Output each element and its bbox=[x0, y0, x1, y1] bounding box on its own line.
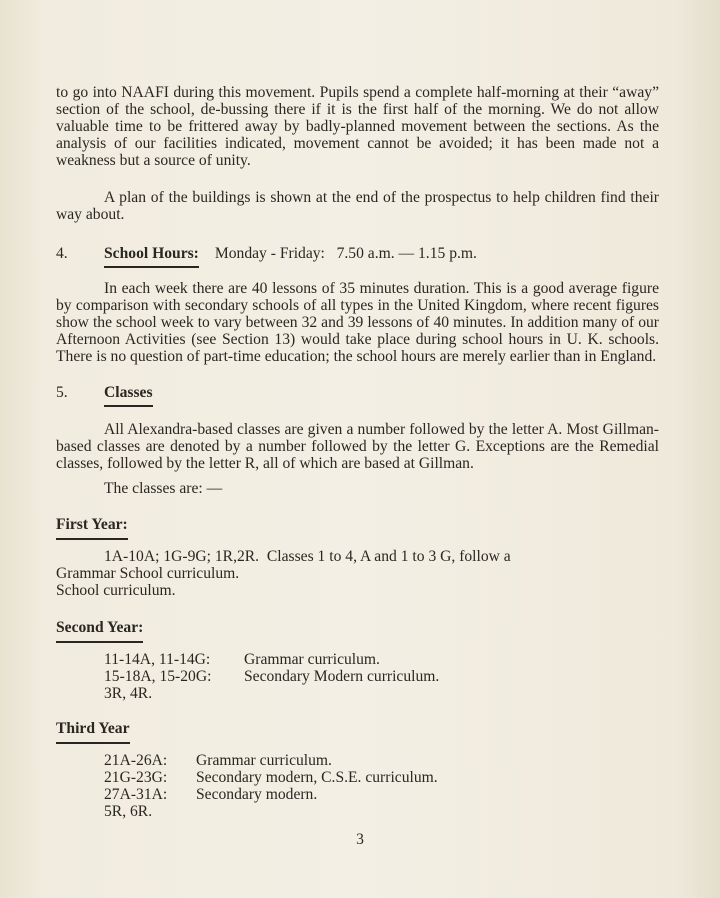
section-4-heading bbox=[56, 245, 659, 262]
intro-paragraph-2: A plan of the buildings is shown at the end of the prospectus to help children find their way about. bbox=[56, 189, 659, 223]
curriculum: Secondary modern, C.S.E. curriculum. bbox=[196, 769, 438, 786]
second-year-block bbox=[56, 619, 659, 702]
first-year-block bbox=[56, 516, 659, 599]
class-row bbox=[104, 786, 659, 803]
school-hours-value: Monday - Friday: 7.50 a.m. — 1.15 p.m. bbox=[214, 245, 477, 262]
class-codes: 21A-26A: bbox=[104, 752, 168, 769]
class-row bbox=[104, 769, 659, 786]
page-number: 3 bbox=[356, 831, 364, 848]
class-row bbox=[104, 803, 659, 820]
page-body bbox=[56, 84, 659, 820]
first-year-line-3: School curriculum. bbox=[56, 582, 176, 599]
section-5-heading bbox=[56, 384, 659, 401]
class-row bbox=[104, 651, 659, 668]
class-codes: 11-14A, 11-14G: bbox=[104, 651, 211, 668]
section-5-title: Classes bbox=[104, 384, 153, 401]
class-codes: 21G-23G: bbox=[104, 769, 168, 786]
curriculum: Grammar curriculum. bbox=[196, 752, 332, 769]
section-4-number: 4. bbox=[56, 245, 68, 262]
curriculum: Secondary Modern curriculum. bbox=[244, 668, 440, 685]
section-5-paragraph: All Alexandra-based classes are given a number followed by the letter A. Most Gillman-based classes are denoted by a number followed by the letter G. Exceptions are the Remedial classes, followed by the letter R, all of which are based at Gillman. bbox=[56, 421, 659, 472]
first-year-heading: First Year: bbox=[56, 516, 128, 533]
class-codes: 27A-31A: bbox=[104, 786, 168, 803]
class-row bbox=[104, 668, 659, 685]
curriculum: Secondary modern. bbox=[196, 786, 318, 803]
section-5-number: 5. bbox=[56, 384, 68, 401]
first-year-line-1: 1A-10A; 1G-9G; 1R,2R. Classes 1 to 4, A and 1 to 3 G, follow a bbox=[104, 548, 511, 565]
third-year-block bbox=[56, 720, 659, 820]
class-codes: 5R, 6R. bbox=[104, 803, 153, 820]
intro-paragraph-1: to go into NAAFI during this movement. Pupils spend a complete half-morning at their “away” section of the school, de-bussing there if it is the first half of the morning. We do not allow valuable time to be frittered away by badly-planned movement between the sections. As the analysis of our facilities indicated, movement cannot be avoided; it has been made not a weakness but a source of unity. bbox=[56, 84, 659, 169]
second-year-heading: Second Year: bbox=[56, 619, 144, 636]
section-4-title: School Hours: bbox=[104, 245, 199, 262]
class-codes: 15-18A, 15-20G: bbox=[104, 668, 212, 685]
class-row bbox=[104, 685, 659, 702]
section-4-paragraph: In each week there are 40 lessons of 35 minutes duration. This is a good average figure by comparison with secondary schools of all types in the United Kingdom, where recent figures show the school week to vary between 32 and 39 lessons of 40 minutes. In addition many of our Afternoon Activities (see Section 13) would take place during school hours in U. K. schools. There is no question of part-time education; the school hours are merely earlier than in England. bbox=[56, 280, 659, 365]
curriculum: Grammar curriculum. bbox=[244, 651, 380, 668]
class-codes: 3R, 4R. bbox=[104, 685, 153, 702]
first-year-line-2: Grammar School curriculum. bbox=[56, 565, 240, 582]
third-year-heading: Third Year bbox=[56, 720, 130, 737]
classes-intro: The classes are: — bbox=[104, 480, 223, 497]
class-row bbox=[104, 752, 659, 769]
